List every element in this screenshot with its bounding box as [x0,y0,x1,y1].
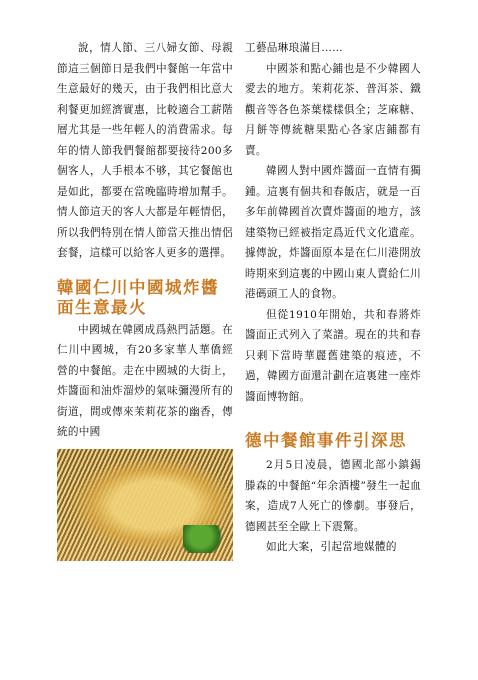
right-paragraph-2: 中國茶和點心鋪也是不少韓國人愛去的地方。茉莉花茶、普洱茶、鐵觀音等各色茶葉樣樣俱全；芝麻糖、月餅等傳統糖果點心各家店鋪都有賣。 [245,62,421,157]
left-paragraph-2: 中國城在韓國成爲熱門話題。在仁川中國城，有20多家華人華僑經營的中餐館。走在中國城的大街上，炸醬面和油炸溜炒的氣味彌漫所有的街道，間或傳來茉莉花茶的幽香，傳統的中國 [57,323,233,438]
right-paragraph-6: 如此大案，引起當地媒體的 [266,541,397,553]
section-headline-germany: 德中餐館事件引深思 [245,431,407,450]
right-paragraph-3: 韓國人對中國炸醬面一直情有獨鍾。這裏有個共和春飯店，就是一百多年前韓國首次賣炸醬面的地方，該建築物已經被指定爲近代文化遺産。據傳說，炸醬面原本是在仁川港開放時期來到這裏的中國山東人賣給仁川港碼頭工人的食物。 [245,165,421,300]
right-paragraph-5: 2月5日凌晨，德國北部小鎮錫滕森的中餐館“年余酒樓”發生一起血案，造成7人死亡的慘劇。事發后，德國甚至全歐上下震驚。 [245,459,421,533]
left-column [57,38,233,561]
right-paragraph-4: 但從1910年開始，共和春將炸醬面正式列入了菜譜。現在的共和春只剩下當時華麗舊建築的痕迹，不過，韓國方面還計劃在這裏建一座炸醬面博物館。 [245,308,421,403]
left-paragraph-1: 說，情人節、三八婦女節、母親節這三個節日是我們中餐館一年當中生意最好的幾天，由于我們相比意大利餐更加經濟實惠，比較適合工薪階層尤其是一些年輕人的消費需求。每年的情人節我們餐館都要接待200多個客人，人手根本不够，其它餐館也是如此，都要在當晚臨時增加幫手。情人節這天的客人大都是年輕情侶，所以我們特別在情人節當天推出情侶套餐，這樣可以給客人更多的選擇。 [57,42,233,259]
section-headline-incheon: 韓國仁川中國城炸醬面生意最火 [57,277,219,317]
right-column [245,38,421,558]
noodle-photo [57,449,233,561]
right-paragraph-1: 工藝品琳琅滿目…… [245,42,344,54]
noodle-photo-garnish [183,525,227,553]
